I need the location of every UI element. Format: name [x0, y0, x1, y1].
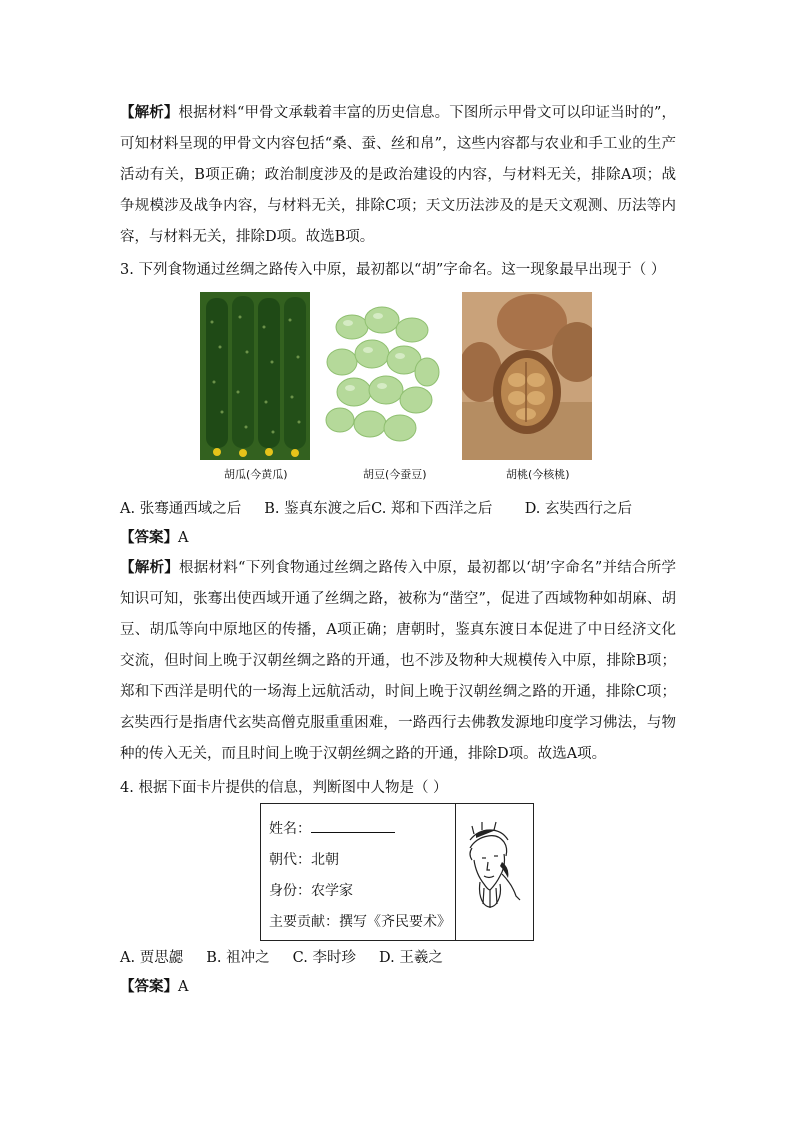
option-d: D. 王羲之	[379, 950, 443, 966]
option-b: B. 祖冲之	[206, 950, 270, 966]
option-c: C. 郑和下西洋之后	[371, 501, 493, 517]
card-portrait-panel	[456, 804, 533, 940]
info-card	[260, 803, 534, 941]
walnut-caption: 胡桃(今核桃)	[506, 468, 570, 481]
analysis-label: 【解析】	[120, 559, 180, 576]
card-name-label: 姓名：	[269, 821, 311, 837]
analysis-text: 根据材料“下列食物通过丝绸之路传入中原，最初都以‘胡’字命名”并结合所学知识可知，张骞出使西域开通了丝绸之路，被称为“凿空”，促进了西域物种如胡麻、胡豆、胡瓜等向中原地区的传播，A项正确；唐朝时，鉴真东渡日本促进了中日经济文化交流，但时间上晚于汉朝丝绸之路的开通，也不涉及物种大规模传入中原，排除B项；郑和下西洋是明代的一场海上远航活动，时间上晚于汉朝丝绸之路的开通，排除C项；玄奘西行是指唐代玄奘高僧克服重重困难，一路西行去佛教发源地印度学习佛法，与物种的传入无关，而且时间上晚于汉朝丝绸之路的开通，排除D项。故选A项。	[120, 560, 677, 762]
answer-label: 【答案】	[120, 978, 178, 995]
question-3-analysis	[120, 552, 676, 770]
analysis-text: 根据材料“甲骨文承载着丰富的历史信息。下图所示甲骨文可以印证当时的”，可知材料呈现的甲骨文内容包括“桑、蚕、丝和帛”，这些内容都与农业和手工业的生产活动有关，B项正确；政治制度涉及的是政治建设的内容，与材料无关，排除A项；战争规模涉及战争内容，与材料无关，排除C项；天文历法涉及的是天文观测、历法等内容，与材料无关，排除D项。故选B项。	[120, 105, 677, 245]
option-b: B. 鉴真东渡之后	[264, 501, 372, 517]
option-c: C. 李时珍	[292, 950, 356, 966]
question-3-stem: 3. 下列食物通过丝绸之路传入中原，最初都以“胡”字命名。这一现象最早出现于（ ）	[120, 262, 666, 278]
option-d: D. 玄奘西行之后	[524, 501, 633, 517]
option-a: A. 贾思勰	[120, 950, 184, 966]
analysis-label: 【解析】	[120, 104, 179, 121]
broad-bean-caption: 胡豆(今蚕豆)	[363, 468, 427, 481]
question-3-answer	[120, 528, 188, 548]
previous-analysis	[120, 97, 676, 253]
food-figure-row	[200, 292, 595, 462]
question-3-options	[120, 497, 632, 518]
option-a: A. 张骞通西域之后	[120, 501, 242, 517]
answer-value: A	[178, 530, 189, 546]
walnut-image	[462, 292, 592, 460]
cucumber-image	[200, 292, 310, 460]
card-identity: 身份：农学家	[269, 883, 353, 899]
card-dynasty: 朝代：北朝	[269, 852, 339, 868]
card-name-row	[269, 818, 395, 838]
card-info-panel	[261, 804, 456, 940]
broad-bean-image	[322, 292, 440, 460]
portrait-sketch-image	[456, 804, 533, 940]
cucumber-caption: 胡瓜(今黄瓜)	[224, 468, 288, 481]
question-4-answer	[120, 977, 188, 997]
question-4-options	[120, 946, 443, 967]
question-4-stem: 4. 根据下面卡片提供的信息，判断图中人物是（ ）	[120, 780, 448, 796]
card-contribution: 主要贡献：撰写《齐民要术》	[269, 914, 451, 930]
name-blank	[311, 820, 395, 833]
answer-value: A	[178, 979, 189, 995]
answer-label: 【答案】	[120, 529, 178, 546]
